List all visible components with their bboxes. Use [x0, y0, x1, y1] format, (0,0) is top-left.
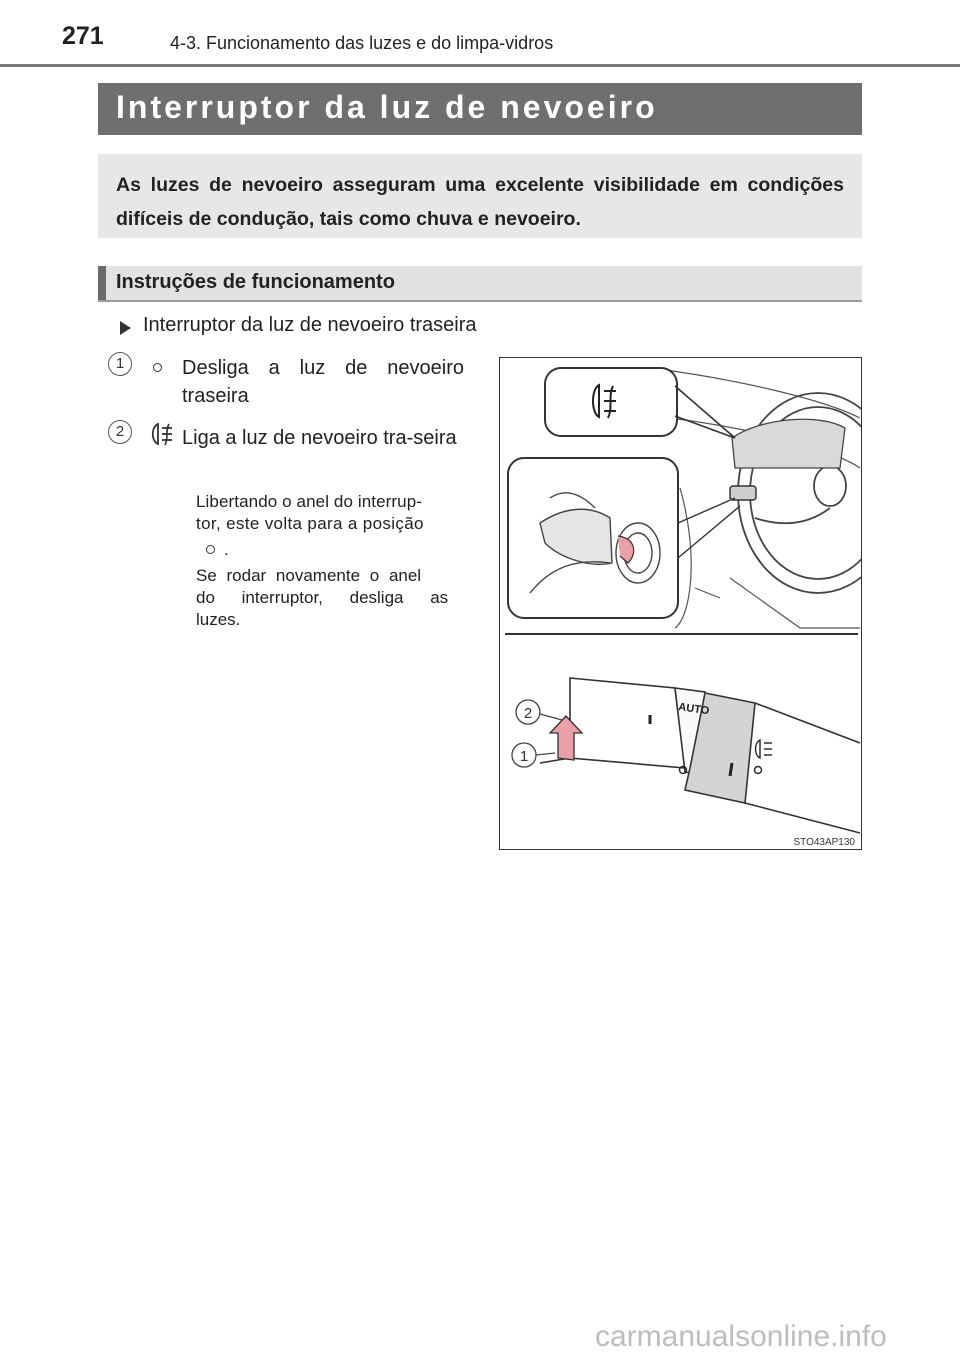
- note-line: Libertando o anel do interrup-: [196, 492, 423, 511]
- item-1-text: Desliga a luz de nevoeiro traseira: [182, 357, 464, 407]
- page-number: 271: [62, 22, 104, 50]
- rear-fog-off-icon: [206, 545, 215, 554]
- note-line: .: [224, 540, 229, 559]
- section-title-banner: Interruptor da luz de nevoeiro: [98, 83, 862, 135]
- callout-2: 2: [523, 705, 533, 722]
- note-line: luzes.: [196, 610, 241, 629]
- subsection-heading: Instruções de funcionamento: [98, 266, 862, 300]
- item-2-text: Liga a luz de nevoeiro tra-seira: [182, 427, 457, 449]
- item-number-2: 2: [108, 420, 132, 444]
- switch-auto-label: AUTO: [677, 701, 710, 718]
- note-line: tor, este volta para a posição: [196, 514, 424, 533]
- header-divider: [0, 64, 960, 67]
- subsection-divider: [98, 300, 862, 302]
- watermark: carmanualsonline.info: [595, 1320, 887, 1353]
- switch-illustration: [499, 357, 862, 850]
- callout-1: 1: [519, 748, 529, 765]
- figure-code: STO43AP130: [793, 837, 855, 848]
- running-header: 4-3. Funcionamento das luzes e do limpa-vidros: [170, 33, 554, 53]
- item-number-1: 1: [108, 352, 132, 376]
- rear-fog-lamp-icon: [148, 421, 176, 447]
- intro-box: As luzes de nevoeiro asseguram uma excelente visibilidade em condições difíceis de condução, tais como chuva e nevoeiro.: [98, 154, 862, 238]
- switch-illustration-drawing: [500, 358, 862, 850]
- note-line: Se rodar novamente o anel: [196, 566, 422, 585]
- bullet-heading: Interruptor da luz de nevoeiro traseira: [143, 314, 477, 336]
- rear-fog-off-icon: [153, 363, 162, 372]
- bullet-arrow-icon: [120, 321, 131, 335]
- note-line: do interruptor, desliga as: [196, 588, 449, 607]
